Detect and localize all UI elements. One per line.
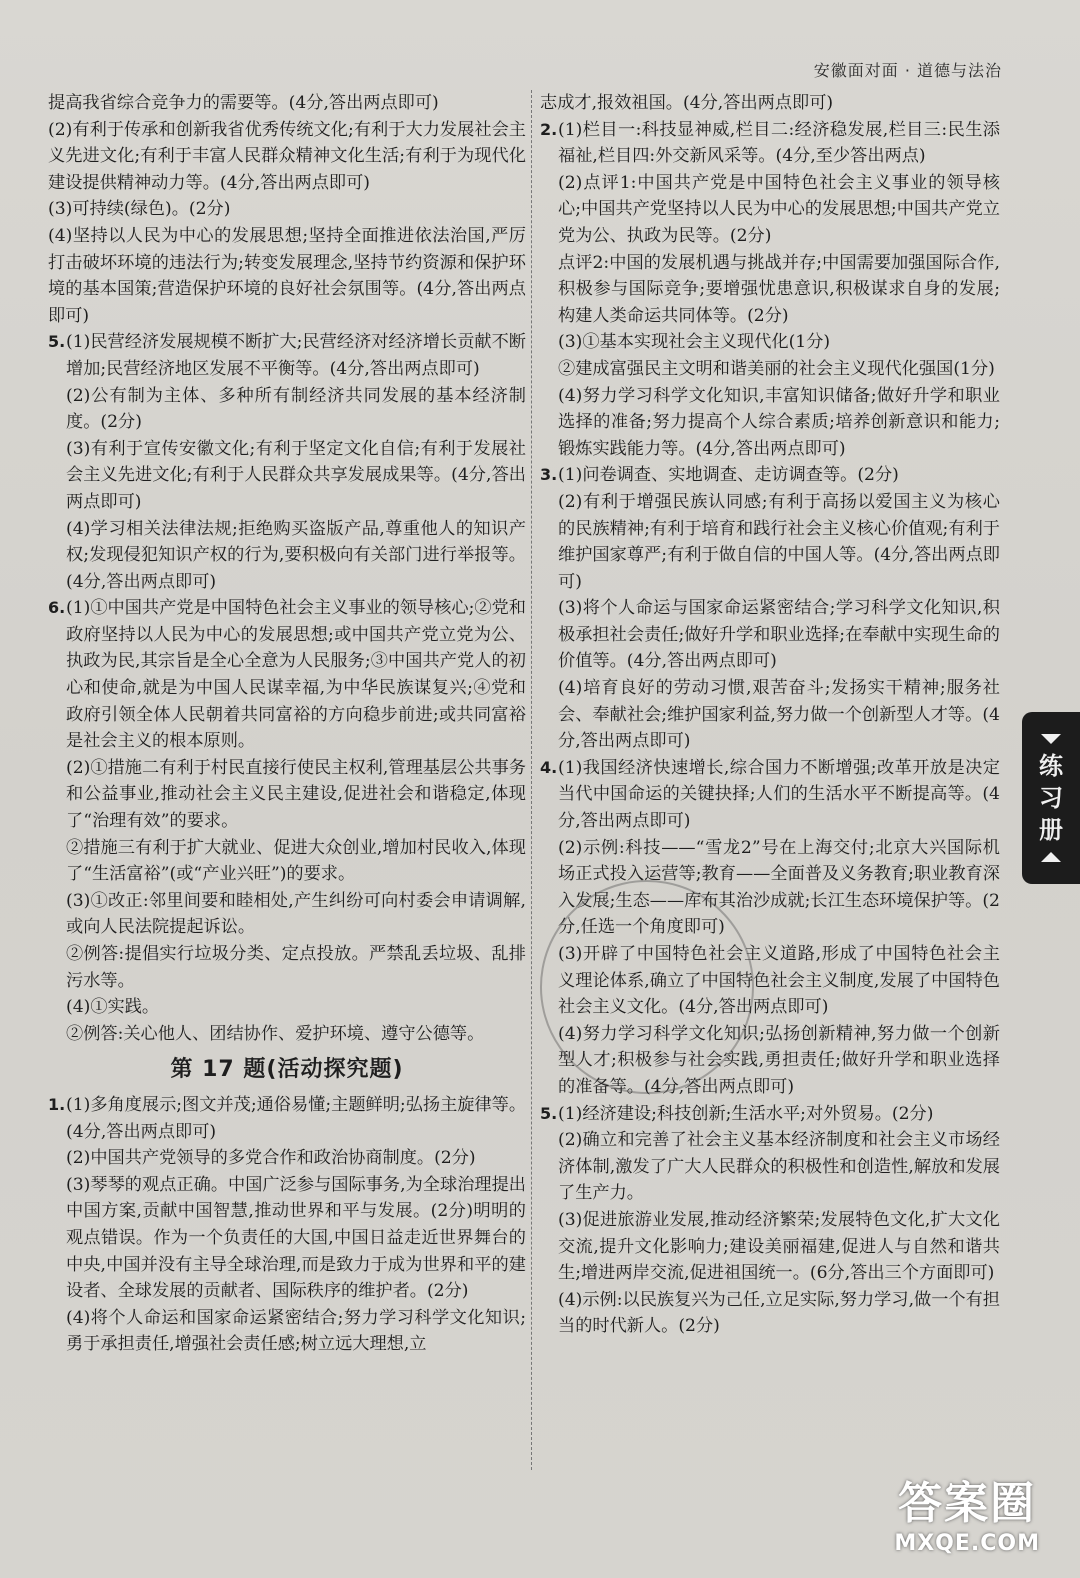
answer-line: (3)①改正:邻里间要和睦相处,产生纠纷可向村委会申请调解,或向人民法院提起诉讼。: [66, 890, 526, 938]
right-column: [540, 90, 1000, 1340]
question-5: [48, 329, 526, 595]
answer-line: (4)努力学习科学文化知识,丰富知识储备;做好升学和职业选择的准备;努力提高个人综合素质;培养创新意识和能力;锻炼实践能力等。(4分,答出两点即可): [558, 385, 1000, 459]
watermark-text: 答案圈: [898, 1478, 1037, 1529]
answer-line: (4)努力学习科学文化知识;弘扬创新精神,努力做一个创新型人才;积极参与社会实践,勇担责任;做好升学和职业选择的准备等。(4分,答出两点即可): [558, 1023, 1000, 1097]
question-number: 1.: [48, 1094, 66, 1114]
answer-line: (3)可持续(绿色)。(2分): [48, 199, 231, 220]
question-number: 5.: [48, 332, 66, 352]
answer-line: (2)示例:科技——“雪龙2”号在上海交付;北京大兴国际机场正式投入运营等;教育——全面普及义务教育;职业教育深入发展;生态——库布其治沙成就;长江生态环境保护等。(2分,任选一个角度即可): [558, 837, 1000, 938]
question-5-right: [540, 1101, 1000, 1340]
answer-line: (2)有利于增强民族认同感;有利于高扬以爱国主义为核心的民族精神;有利于培育和践行社会主义核心价值观;有利于维护国家尊严;有利于做自信的中国人等。(4分,答出两点即可): [558, 491, 1000, 592]
triangle-down-icon: [1041, 734, 1061, 744]
side-tab-workbook: [1022, 712, 1080, 884]
answer-line: (1)我国经济快速增长,综合国力不断增强;改革开放是决定当代中国命运的关键抉择;人们的生活水平不断提高等。(4分,答出两点即可): [558, 757, 1000, 832]
section-title: 第 17 题(活动探究题): [170, 1057, 404, 1083]
tab-char: 练: [1039, 752, 1063, 780]
question-number: 3.: [540, 465, 558, 485]
tab-char: 习: [1039, 784, 1063, 812]
answer-line: (3)将个人命运与国家命运紧密结合;学习科学文化知识,积极承担社会责任;做好升学和职业选择;在奉献中实现生命的价值等。(4分,答出两点即可): [558, 598, 1000, 672]
question-3: [540, 462, 1000, 755]
answer-line: (2)中国共产党领导的多党合作和政治协商制度。(2分): [66, 1148, 476, 1169]
answer-line: (3)①基本实现社会主义现代化(1分): [558, 332, 831, 353]
question-number: 5.: [540, 1103, 558, 1123]
answer-line: (1)多角度展示;图文并茂;通俗易懂;主题鲜明;弘扬主旋律等。(4分,答出两点即可): [66, 1094, 527, 1142]
page-header: 安徽面对面 · 道德与法治: [813, 61, 1002, 80]
answer-line: (4)培育良好的劳动习惯,艰苦奋斗;发扬实干精神;服务社会、奉献社会;维护国家利益,努力做一个创新型人才等。(4分,答出两点即可): [558, 678, 1000, 752]
answer-line: (4)学习相关法律法规;拒绝购买盗版产品,尊重他人的知识产权;发现侵犯知识产权的行为,要积极向有关部门进行举报等。(4分,答出两点即可): [66, 518, 526, 592]
answer-line: (2)确立和完善了社会主义基本经济制度和社会主义市场经济体制,激发了广大人民群众的积极性和创造性,解放和发展了生产力。: [558, 1130, 1000, 1204]
answer-line: 志成才,报效祖国。(4分,答出两点即可): [540, 93, 834, 113]
answer-line: ②措施三有利于扩大就业、促进大众创业,增加村民收入,体现了“生活富裕”(或“产业兴旺”)的要求。: [66, 837, 526, 885]
answer-line: (3)有利于宣传安徽文化;有利于坚定文化自信;有利于发展社会主义先进文化;有利于人民群众共享发展成果等。(4分,答出两点即可): [66, 438, 526, 512]
answer-line: (1)经济建设;科技创新;生活水平;对外贸易。(2分): [558, 1103, 934, 1124]
answer-line: (2)公有制为主体、多种所有制经济共同发展的基本经济制度。(2分): [66, 385, 526, 433]
watermark-url: MXQE.COM: [894, 1531, 1040, 1556]
tab-char: 册: [1039, 816, 1063, 844]
answer-line: ②例答:提倡实行垃圾分类、定点投放。严禁乱丢垃圾、乱排污水等。: [66, 944, 526, 991]
triangle-up-icon: [1041, 852, 1061, 862]
answer-line: (1)问卷调查、实地调查、走访调查等。(2分): [558, 465, 899, 486]
answer-line: (2)有利于传承和创新我省优秀传统文化;有利于大力发展社会主义先进文化;有利于丰富人民群众精神文化生活;有利于为现代化建设提供精神动力等。(4分,答出两点即可): [48, 119, 526, 193]
section17-question-1: [48, 1092, 526, 1358]
left-column: [48, 90, 526, 1358]
answer-line: ②例答:关心他人、团结协作、爱护环境、遵守公德等。: [66, 1023, 485, 1044]
answer-line: 提高我省综合竞争力的需要等。(4分,答出两点即可): [48, 93, 439, 113]
question-number: 2.: [540, 119, 558, 139]
answer-line: (1)民营经济发展规模不断扩大;民营经济对经济增长贡献不断增加;民营经济地区发展不平衡等。(4分,答出两点即可): [66, 332, 526, 379]
answer-line: (4)将个人命运和国家命运紧密结合;努力学习科学文化知识;勇于承担责任,增强社会责任感;树立远大理想,立: [66, 1307, 526, 1355]
answer-line: (4)①实践。: [66, 997, 160, 1018]
watermark-logo: [894, 1467, 1040, 1556]
question-number: 4.: [540, 757, 558, 777]
column-divider: [531, 90, 532, 1470]
question-6: [48, 595, 526, 1047]
answer-line: (4)坚持以人民为中心的发展思想;坚持全面推进依法治国,严厉打击破坏环境的违法行为;转变发展理念,坚持节约资源和保护环境的基本国策;营造保护环境的良好社会氛围等。(4分,答出两点即可): [48, 225, 526, 326]
answer-line: 点评2:中国的发展机遇与挑战并存;中国需要加强国际合作,积极参与国际竞争;要增强忧患意识,积极谋求自身的发展;构建人类命运共同体等。(2分): [558, 252, 1000, 326]
answer-line: (3)促进旅游业发展,推动经济繁荣;发展特色文化,扩大文化交流,提升文化影响力;建设美丽福建,促进人与自然和谐共生;增进两岸交流,促进祖国统一。(6分,答出三个方面即可): [558, 1209, 1000, 1284]
answer-line: (1)栏目一:科技显神威,栏目二:经济稳发展,栏目三:民生添福祉,栏目四:外交新风采等。(4分,至少答出两点): [558, 119, 1000, 167]
answer-line: (1)①中国共产党是中国特色社会主义事业的领导核心;②党和政府坚持以人民为中心的发展思想;或中国共产党立党为公、执政为民,其宗旨是全心全意为人民服务;③中国共产党人的初心和使命,就是为中国人民谋幸福,为中华民族谋复兴;④党和政府引领全体人民朝着共同富裕的方向稳步前进;或共同富裕是社会主义的根本原则。: [66, 598, 526, 752]
answer-line: (4)示例:以民族复兴为己任,立足实际,努力学习,做一个有担当的时代新人。(2分): [558, 1289, 1000, 1337]
question-2: [540, 117, 1000, 463]
answer-line: (3)开辟了中国特色社会主义道路,形成了中国特色社会主义理论体系,确立了中国特色社会主义制度,发展了中国特色社会主义文化。(4分,答出两点即可): [558, 944, 1000, 1018]
answer-line: (2)点评1:中国共产党是中国特色社会主义事业的领导核心;中国共产党坚持以人民为中心的发展思想;中国共产党立党为公、执政为民等。(2分): [558, 172, 1000, 246]
answer-line: (2)①措施二有利于村民直接行使民主权利,管理基层公共事务和公益事业,推动社会主义民主建设,促进社会和谐稳定,体现了“治理有效”的要求。: [66, 757, 526, 832]
question-number: 6.: [48, 598, 66, 618]
answer-line: ②建成富强民主文明和谐美丽的社会主义现代化强国(1分): [558, 358, 995, 379]
answer-line: (3)琴琴的观点正确。中国广泛参与国际事务,为全球治理提出中国方案,贡献中国智慧,推动世界和平与发展。(2分)明明的观点错误。作为一个负责任的大国,中国日益走近世界舞台的中央,中国并没有主导全球治理,而是致力于成为世界和平的建设者、全球发展的贡献者、国际秩序的维护者。(2分): [66, 1174, 526, 1302]
